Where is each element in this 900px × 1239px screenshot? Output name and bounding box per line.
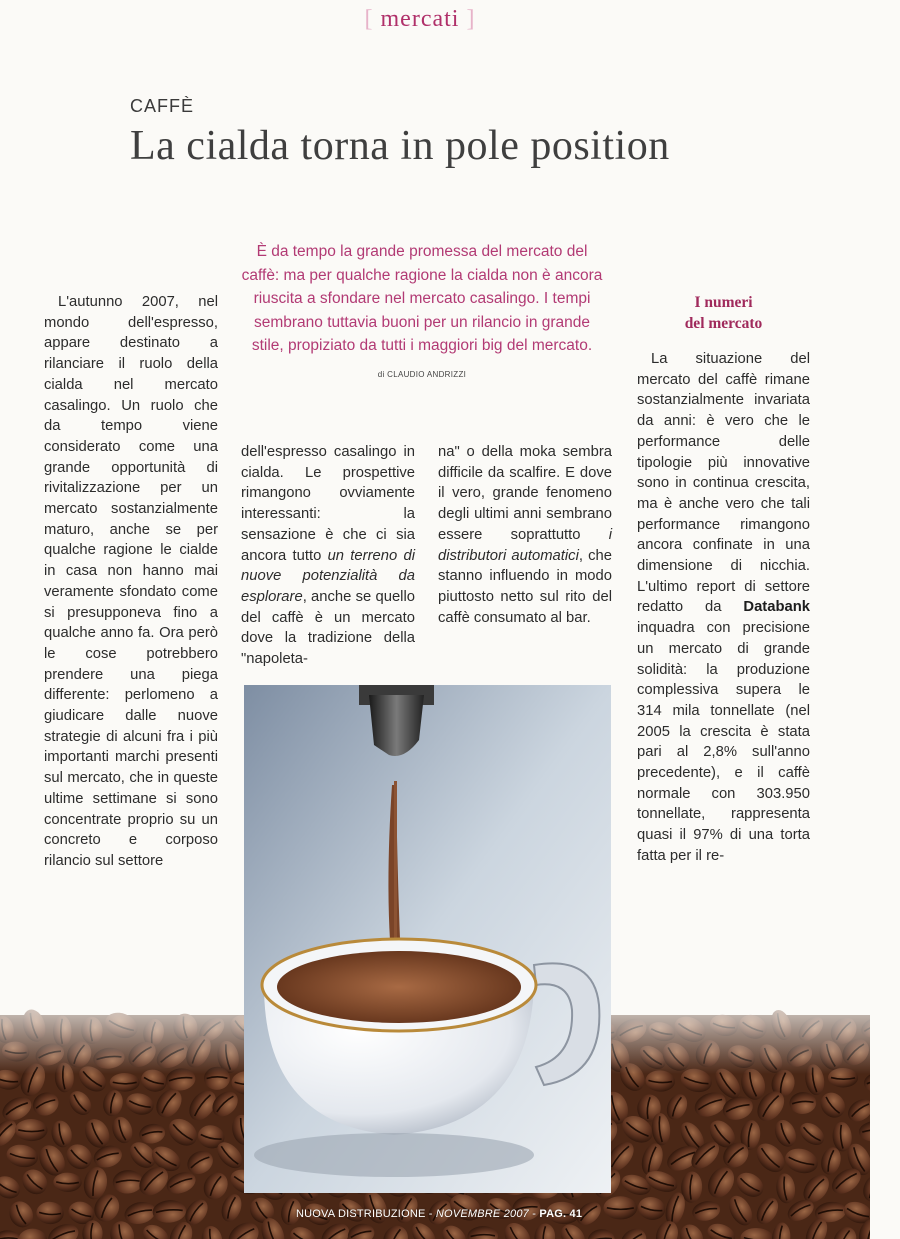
article-column-2 <box>241 442 415 670</box>
article-byline: di CLAUDIO ANDRIZZI <box>377 370 467 379</box>
article-lead: È da tempo la grande promessa del mercato del caffè: ma per qualche ragione la cialda non è ancora riuscita a sfondare nel mercato casalingo. I tempi sembrano tuttavia buoni per un rilancio in grande stile, propiziato da tutti i maggiori big del mercato. <box>241 243 603 354</box>
paragraph: dell'espresso casalingo in cialda. Le prospettive rimangono ovviamente interessanti: la sensazione è che ci sia ancora tutto un terreno di nuove potenzialità da esplorare, anche se quello del caffè è un mercato dove la tradizione della "napoleta- <box>241 444 415 668</box>
article-column-3 <box>438 442 612 628</box>
paragraph: La situazione del mercato del caffè rimane sostanzialmente invariata da anni: è vero che le performance delle tipologie più innovative sono in continua crescita, ma è anche vero che tali performance rimangono ancora confinate in una dimensione di nicchia. L'ultimo report di settore redatto da Databank inquadra con precisione un mercato di grande solidità: la produzione complessiva supera le 314 mila tonnellate (nel 2005 la crescita è stata pari al 2,8% sull'anno precedente), e il caffè normale con 303.950 tonnellate, rappresenta quasi il 97% di una torta fatta per il re- <box>637 351 810 864</box>
issue-date: NOVEMBRE 2007 <box>435 1208 529 1220</box>
emphasis-text: un terreno di nuove potenzialità da esplorare <box>241 547 415 605</box>
brand-name: Databank <box>743 599 810 616</box>
espresso-cup-photo <box>244 685 611 1193</box>
article-kicker: CAFFÈ <box>130 96 195 116</box>
article-title: La cialda torna in pole position <box>130 123 670 169</box>
section-tag: [ mercati ] <box>364 6 476 32</box>
paragraph: L'autunno 2007, nel mondo dell'espresso, appare destinato a rilanciare il ruolo della cialda nel mercato casalingo. Un ruolo che da tempo viene considerato come una grande opportunità di rivitalizzazione per un mercato sostanzialmente maturo, anche se per qualche ragione le cialde in casa non hanno mai veramente sfondato come si presupponeva fino a qualche anno fa. Ora però le cose potrebbero prendere una piega differente: perlomeno a giudicare dalle nuove strategie di alcuni fra i più importanti marchi presenti sul mercato, che in queste ultime settimane si sono concentrate proprio su un concreto e corposo rilancio sul settore <box>44 294 218 869</box>
emphasis-text: i distributori automatici <box>438 526 612 564</box>
magazine-name: NUOVA DISTRIBUZIONE <box>296 1208 426 1220</box>
section-name: mercati <box>380 6 460 32</box>
article-column-1 <box>44 292 218 872</box>
page-footer: NUOVA DISTRIBUZIONE - NOVEMBRE 2007 - PAG. 41 <box>296 1208 583 1220</box>
page-number: PAG. 41 <box>539 1208 583 1220</box>
sidebar-title: I numeri del mercato <box>684 294 763 332</box>
paragraph: na" o della moka sembra difficile da scalfire. E dove il vero, grande fenomeno degli ultimi anni sembrano essere soprattutto i distributori automatici, che stanno influendo in modo piuttosto netto sul rito del caffè consumato al bar. <box>438 444 612 626</box>
sidebar-text <box>637 349 810 867</box>
